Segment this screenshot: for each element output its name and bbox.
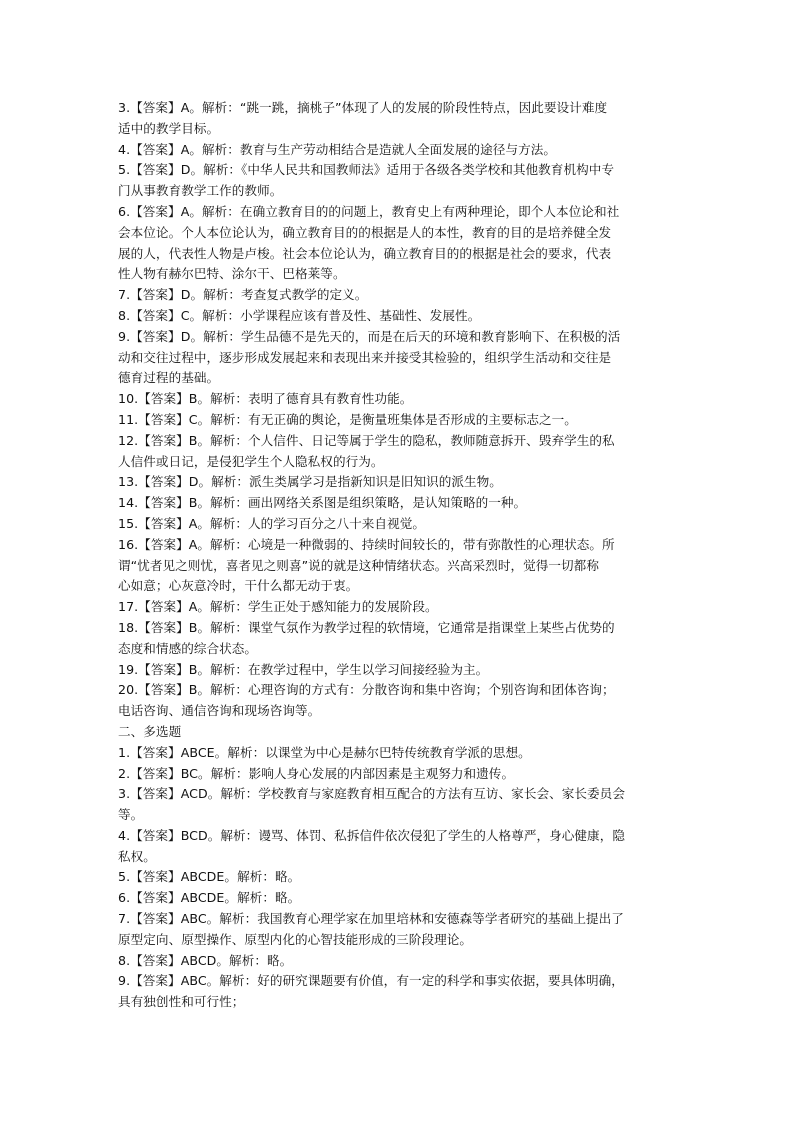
text-line: 19.【答案】B。解析：在教学过程中，学生以学习间接经验为主。	[118, 661, 489, 677]
text-line: 展的人，代表性人物是卢梭。社会本位论认为，确立教育目的的根据是社会的要求，代表	[118, 245, 612, 261]
text-line: 二、多选题	[118, 723, 182, 739]
text-line: 会本位论。个人本位论认为，确立教育目的的根据是人的本性，教育的目的是培养健全发	[118, 224, 612, 240]
text-line: 12.【答案】B。解析：个人信件、日记等属于学生的隐私，教师随意拆开、毁弃学生的私	[118, 432, 615, 448]
text-line: 16.【答案】A。解析：心境是一种微弱的、持续时间较长的，带有弥散性的心理状态。所	[118, 536, 615, 552]
text-line: 7.【答案】ABC。解析：我国教育心理学家在加里培林和安德森等学者研究的基础上提出了	[118, 911, 624, 927]
text-line: 6.【答案】ABCDE。解析：略。	[118, 890, 301, 906]
text-line: 3.【答案】ACD。解析：学校教育与家庭教育相互配合的方法有互访、家长会、家长委员会	[118, 786, 625, 802]
text-line: 态度和情感的综合状态。	[118, 640, 258, 656]
text-line: 13.【答案】D。解析：派生类属学习是指新知识是旧知识的派生物。	[118, 474, 502, 490]
text-line: 人信件或日记，是侵犯学生个人隐私权的行为。	[118, 453, 384, 469]
text-line: 等。	[118, 807, 144, 823]
text-line: 1.【答案】ABCE。解析：以课堂为中心是赫尔巴特传统教育学派的思想。	[118, 744, 531, 760]
text-line: 具有独创性和可行性；	[118, 994, 245, 1010]
text-line: 3.【答案】A。解析：“跳一跳，摘桃子”体现了人的发展的阶段性特点，因此要设计难度	[118, 100, 608, 115]
text-line: 5.【答案】ABCDE。解析：略。	[118, 869, 301, 885]
text-line: 11.【答案】C。解析：有无正确的舆论，是衡量班集体是否形成的主要标志之一。	[118, 411, 577, 427]
text-line: 4.【答案】BCD。解析：谩骂、体罚、私拆信件依次侵犯了学生的人格尊严，身心健康，隐	[118, 827, 625, 843]
document-page	[118, 98, 678, 1013]
text-line: 15.【答案】A。解析：人的学习百分之八十来自视觉。	[118, 515, 426, 531]
text-line: 10.【答案】B。解析：表明了德育具有教育性功能。	[118, 391, 413, 407]
text-line: 电话咨询、通信咨询和现场咨询等。	[118, 703, 321, 719]
text-line: 17.【答案】A。解析：学生正处于感知能力的发展阶段。	[118, 599, 438, 615]
text-line: 德育过程的基础。	[118, 370, 220, 386]
text-line: 18.【答案】B。解析：课堂气氛作为教学过程的软情境，它通常是指课堂上某些占优势的	[118, 619, 615, 635]
text-line: 5.【答案】D。解析：《中华人民共和国教师法》适用于各级各类学校和其他教育机构中专	[118, 162, 615, 178]
text-line: 门从事教育教学工作的教师。	[118, 183, 283, 199]
text-line: 性人物有赫尔巴特、涂尔干、巴格莱等。	[118, 266, 346, 282]
text-line: 8.【答案】ABCD。解析：略。	[118, 952, 293, 968]
text-line: 9.【答案】D。解析：学生品德不是先天的，而是在后天的环境和教育影响下、在积极的活	[118, 328, 621, 344]
text-line: 9.【答案】ABC。解析：好的研究课题要有价值，有一定的科学和事实依据，要具体明确，	[118, 973, 624, 989]
text-line: 14.【答案】B。解析：画出网络关系图是组织策略，是认知策略的一种。	[118, 495, 527, 511]
text-line: 动和交往过程中，逐步形成发展起来和表现出来并接受其检验的，组织学生活动和交往是	[118, 349, 612, 365]
text-line: 心如意；心灰意冷时，干什么都无动于衷。	[118, 578, 359, 594]
text-line: 原型定向、原型操作、原型内化的心智技能形成的三阶段理论。	[118, 931, 473, 947]
text-line: 谓“忧者见之则忧，喜者见之则喜”说的就是这种情绪状态。兴高采烈时，觉得一切都称	[118, 557, 599, 573]
text-line: 20.【答案】B。解析：心理咨询的方式有：分散咨询和集中咨询；个别咨询和团体咨询；	[118, 682, 615, 698]
text-line: 适中的教学目标。	[118, 120, 220, 136]
text-line: 4.【答案】A。解析：教育与生产劳动相结合是造就人全面发展的途径与方法。	[118, 141, 557, 157]
text-line: 2.【答案】BC。解析：影响人身心发展的内部因素是主观努力和遗传。	[118, 765, 515, 781]
text-line: 私权。	[118, 848, 156, 864]
text-line: 8.【答案】C。解析：小学课程应该有普及性、基础性、发展性。	[118, 307, 481, 323]
text-line: 7.【答案】D。解析：考查复式教学的定义。	[118, 287, 368, 303]
text-line: 6.【答案】A。解析：在确立教育目的的问题上，教育史上有两种理论，即个人本位论和社	[118, 203, 620, 219]
